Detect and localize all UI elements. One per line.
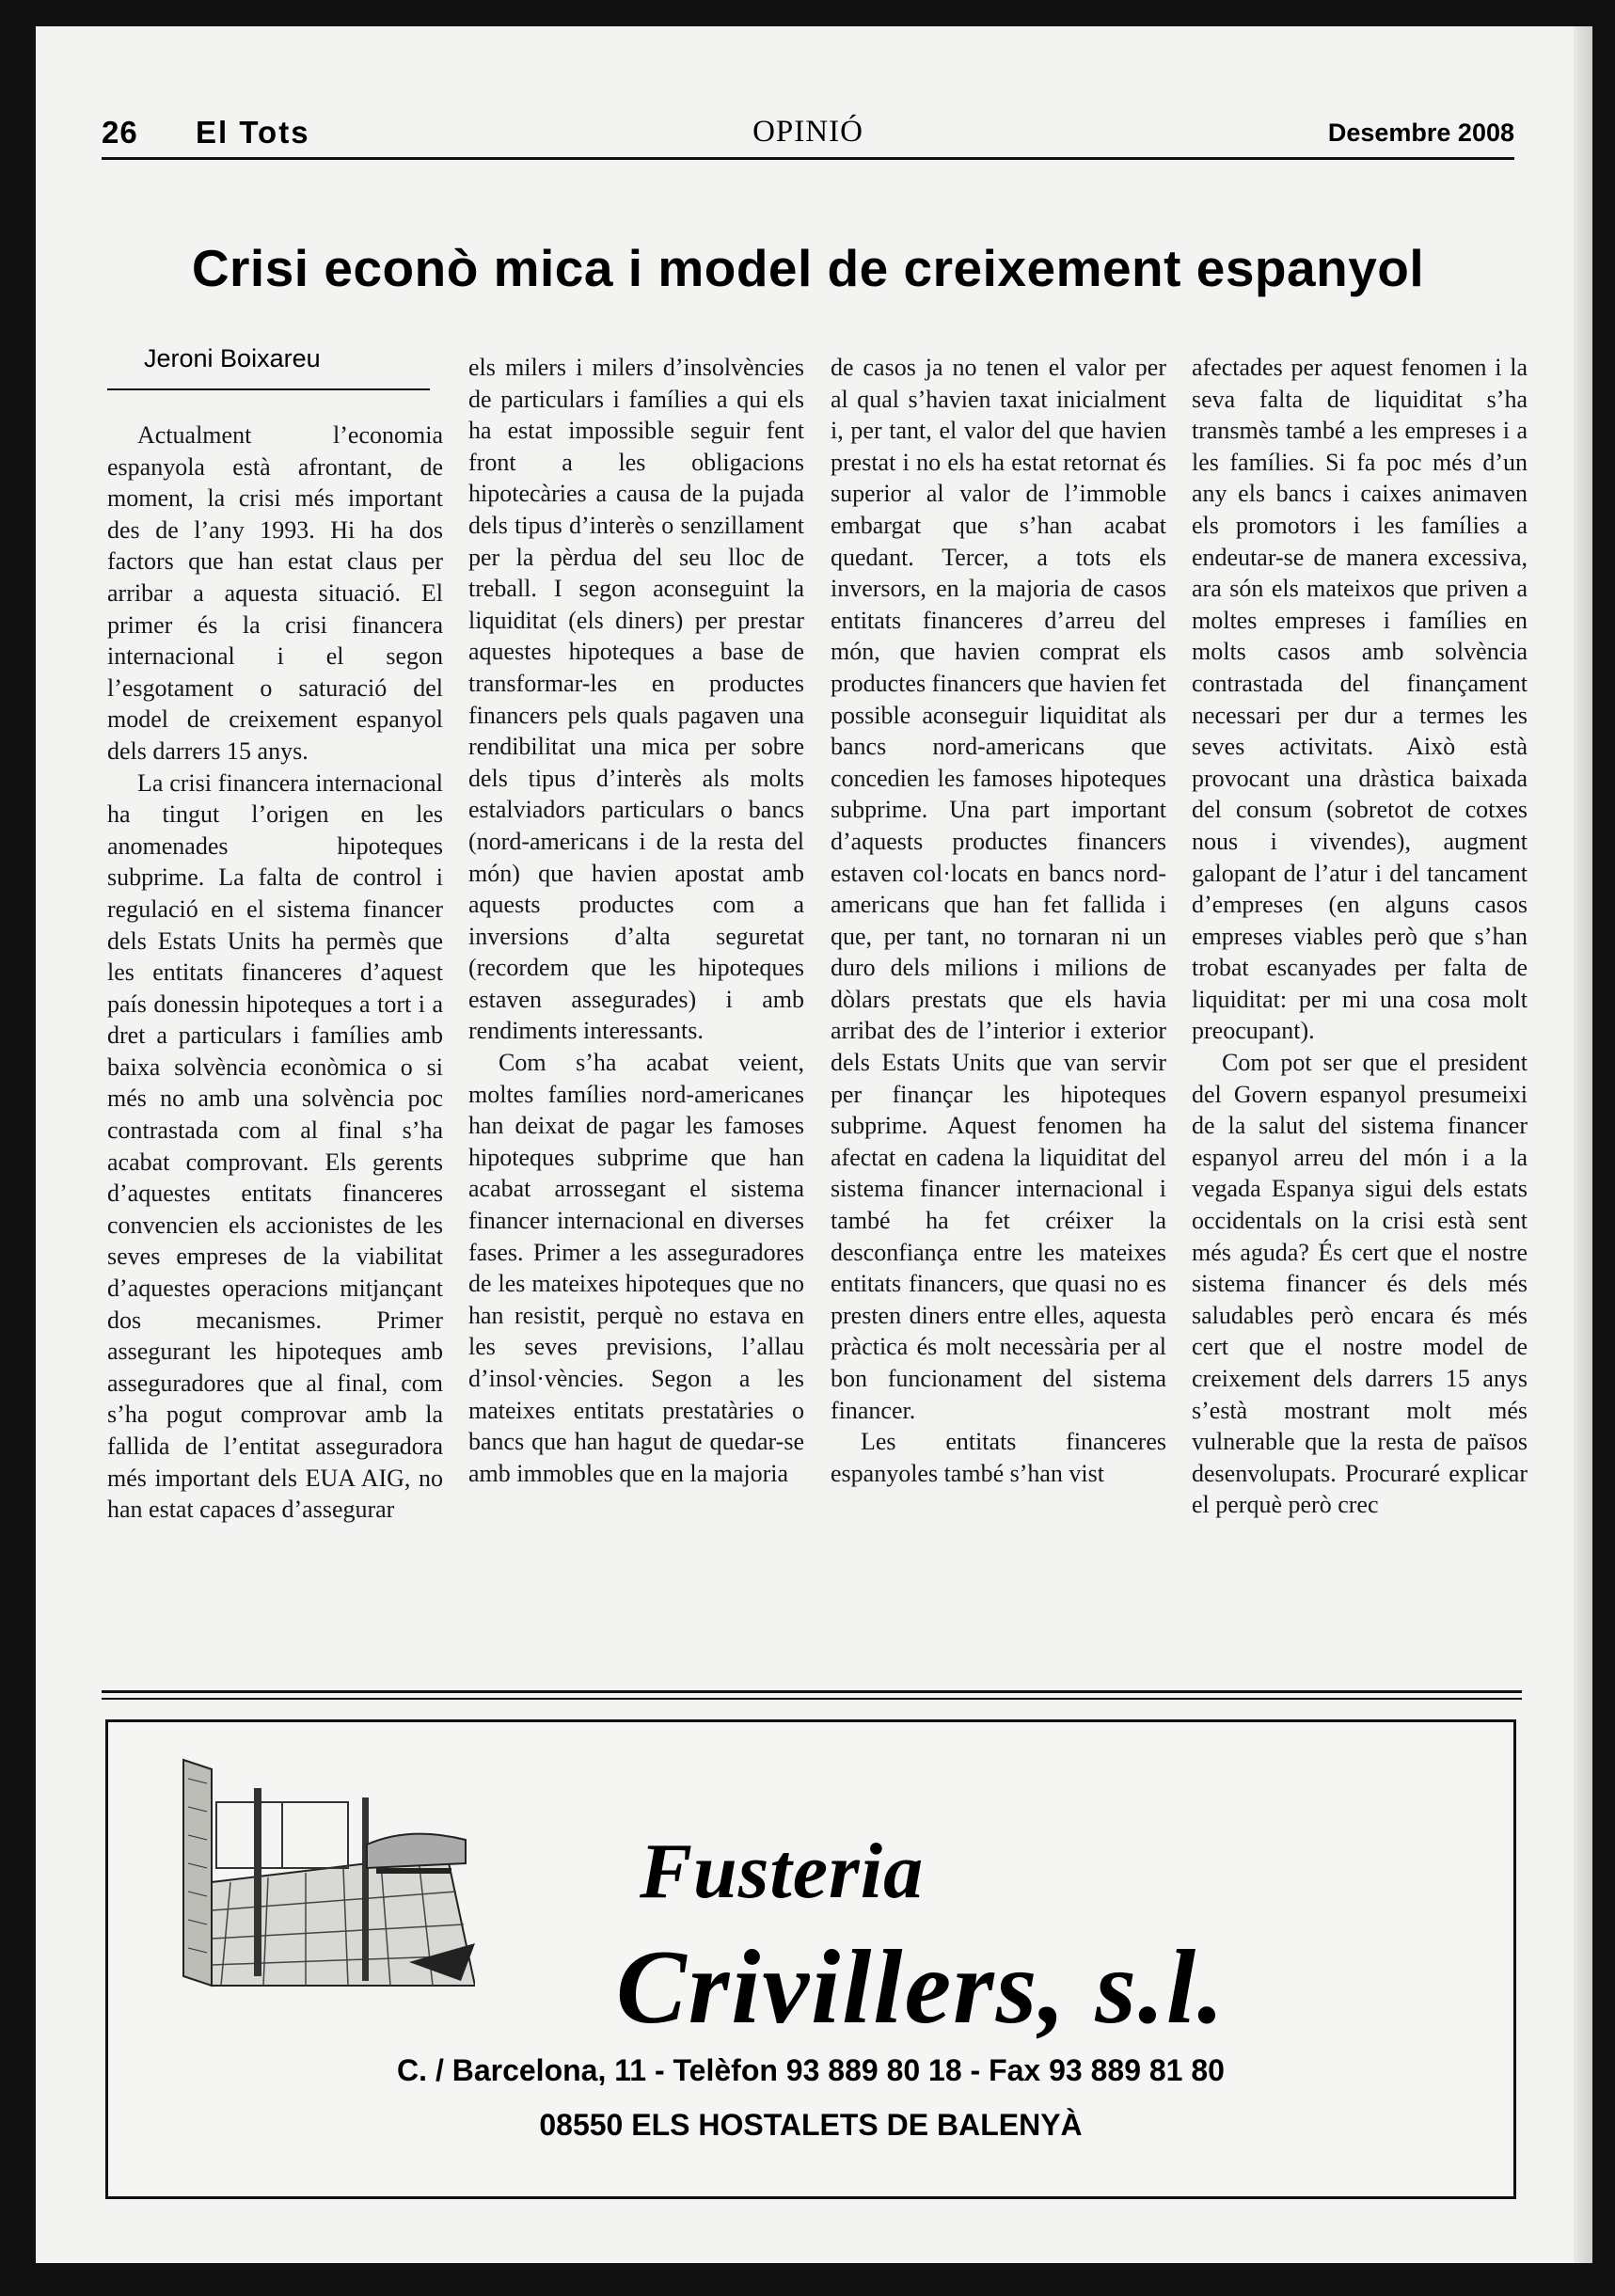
article-column-4 bbox=[1192, 352, 1528, 1663]
paragraph: Com s’ha acabat veient, moltes famílies nord-americanes han deixat de pagar les famoses hipoteques subprime que han acabat arrossegant el sistema financer internacional en diverses fases. Primer a les asseguradores de les mateixes hipoteques que no han resistit, perquè no estava en les seves previsions, l’allau d’insol·vències. Segon a les mateixes entitats prestatàries o bancs que han hagut de quedar-se amb immobles que en la majoria bbox=[468, 1049, 804, 1487]
running-header bbox=[102, 115, 1514, 181]
issue-date: Desembre 2008 bbox=[1327, 119, 1514, 147]
divider-rule bbox=[102, 1690, 1522, 1693]
section-name: OPINIÓ bbox=[752, 115, 863, 149]
paragraph: Actualment l’economia espanyola està afrontant, de moment, la crisi més important des de l’any 1993. Hi ha dos factors que han estat claus per arribar a aquesta situació. El primer és la crisi financera internacional i el segon l’esgotament o saturació del model de creixement espanyol dels darrers 15 anys. bbox=[107, 421, 443, 765]
ad-company-name: Crivillers, s.l. bbox=[616, 1929, 1227, 2046]
ad-company-type: Fusteria bbox=[640, 1828, 925, 1915]
paragraph: Les entitats financeres espanyoles també s’han vist bbox=[831, 1428, 1166, 1487]
woodwork-interior-illustration bbox=[165, 1750, 475, 1995]
magazine-page bbox=[36, 26, 1592, 2263]
page-number: 26 bbox=[102, 115, 138, 150]
article-column-1 bbox=[107, 420, 443, 1663]
header-rule bbox=[102, 157, 1514, 160]
byline-rule bbox=[107, 388, 430, 390]
author-byline: Jeroni Boixareu bbox=[144, 344, 321, 372]
divider-rule bbox=[102, 1698, 1522, 1700]
ad-contact-line: C. / Barcelona, 11 - Telèfon 93 889 80 18 - Fax 93 889 81 80 bbox=[397, 2053, 1225, 2087]
page-edge bbox=[1574, 26, 1592, 2263]
paragraph: de casos ja no tenen el valor per al qual s’havien taxat inicialment i, per tant, el valor del que havien prestat i no els ha estat retornat és superior al valor de l’immoble embargat que s’han acabat quedant. Tercer, a tots els inversors, en la majoria de casos entitats financeres d’arreu del món, que havien comprat els productes financers que havien fet possible aconseguir liquiditat als bancs nord-americans que concedien les famoses hipoteques subprime. Una part important d’aquests productes financers estaven col·locats en bancs nord-americans que han fet fallida i que, per tant, no tornaran ni un duro dels milions i milions de dòlars prestats que els havia arribat des de l’interior i exterior dels Estats Units que van servir per finançar les hipoteques subprime. Aquest fenomen ha afectat en cadena la liquiditat del sistema financer internacional i també ha fet créixer la desconfiança entre les mateixes entitats financers, que quasi no es presten diners entre elles, aquesta pràctica és molt necessària per al bon funcionament del sistema financer. bbox=[831, 354, 1166, 1424]
magazine-name: El Tots bbox=[196, 115, 310, 150]
paragraph: La crisi financera internacional ha tingut l’origen en les anomenades hipoteques subprime. La falta de control i regulació en el sistema financer dels Estats Units ha permès que les entitats financeres d’aquest país donessin hipoteques a tort i a dret a particulars i famílies amb baixa solvència econòmica o si més no amb una solvència poc contrastada com al final s’ha acabat comprovant. Els gerents d’aquestes entitats financeres convencien els accionistes de les seves empreses de la viabilitat d’aquestes operacions mitjançant dos mecanismes. Primer assegurant les hipoteques amb asseguradores que al final, com s’ha pogut comprovar amb la fallida de l’entitat asseguradora més important dels EUA AIG, no han estat capaces d’assegurar bbox=[107, 768, 443, 1524]
advertisement-box bbox=[105, 1719, 1516, 2199]
paragraph: afectades per aquest fenomen i la seva falta de liquiditat s’ha transmès també a les empreses i a les famílies. Si fa poc més d’un any els bancs i caixes animaven els promotors i les famílies a endeutar-se de manera excessiva, ara són els mateixos que priven a moltes empreses i famílies en molts casos amb solvència contrastada del finançament necessari per dur a termes les seves activitats. Això està provocant una dràstica baixada del consum (sobretot de cotxes nous i vivendes), augment galopant de l’atur i del tancament d’empreses (en alguns casos empreses viables però que s’han trobat escanyades per falta de liquiditat: per mi una cosa molt preocupant). bbox=[1192, 354, 1528, 1045]
ad-city-line: 08550 ELS HOSTALETS DE BALENYÀ bbox=[539, 2108, 1083, 2142]
article-column-2 bbox=[468, 352, 804, 1663]
paragraph: Com pot ser que el president del Govern espanyol presumeixi de la salut del sistema financer espanyol arreu del món i a la vegada Espanya sigui dels estats occidentals on la crisi està sent més aguda? És cert que el nostre sistema financer és dels més saludables però encara és més cert que el nostre model de creixement dels darrers 15 anys s’està mostrant molt més vulnerable que la resta de països desenvolupats. Procuraré explicar el perquè però crec bbox=[1192, 1049, 1528, 1519]
article-column-3 bbox=[831, 352, 1166, 1663]
article-title: Crisi econò mica i model de creixement espanyol bbox=[191, 239, 1425, 297]
paragraph: els milers i milers d’insolvències de particulars i famílies a qui els ha estat impossible seguir fent front a les obligacions hipotecàries a causa de la pujada dels tipus d’interès o senzillament per la pèrdua del seu lloc de treball. I segon aconseguint la liquiditat (els diners) per prestar aquestes hipoteques a base de transformar-les en productes financers pels quals pagaven una rendibilitat una mica per sobre dels tipus d’interès als molts estalviadors particulars o bancs (nord-americans i de la resta del món) que havien apostat amb aquests productes com a inversions d’alta seguretat (recordem que les hipoteques estaven assegurades) i amb rendiments interessants. bbox=[468, 354, 804, 1045]
